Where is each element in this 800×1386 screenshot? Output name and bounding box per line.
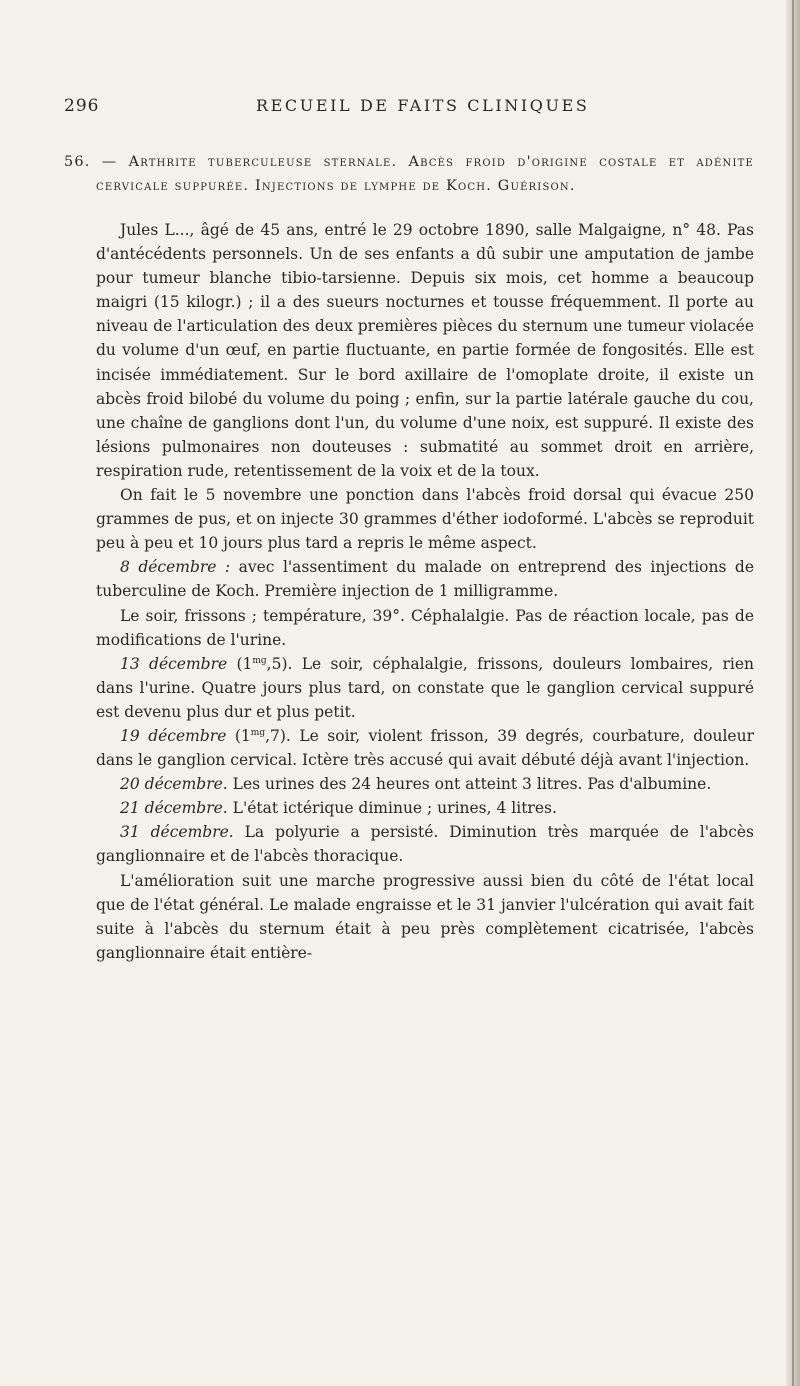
- paragraph-text: La polyurie a persisté. Diminution très marquée de l'abcès ganglionnaire et de l'abcès thoracique.: [96, 823, 754, 866]
- page-body: [64, 150, 755, 965]
- paragraph-13-december: [96, 652, 754, 724]
- page-number: 296: [64, 96, 100, 116]
- dose-text: ,7).: [265, 726, 291, 745]
- paragraph-19-december: [96, 724, 754, 772]
- date-label: 31 décembre.: [120, 823, 234, 842]
- dose-unit: mg: [250, 727, 266, 738]
- date-label: 8 décembre :: [120, 558, 231, 577]
- paragraph-text: L'état ictérique diminue ; urines, 4 litres.: [227, 799, 557, 818]
- case-heading: [64, 150, 754, 198]
- dose-text: (1: [226, 726, 251, 745]
- date-label: 21 décembre.: [120, 799, 228, 818]
- paragraph-21-december: [96, 796, 754, 820]
- binding-shadow: [792, 0, 794, 1386]
- paragraph-20-december: [96, 772, 754, 796]
- dose-unit: mg: [252, 655, 267, 666]
- dose-text: (1: [227, 654, 253, 673]
- paragraph-puncture: On fait le 5 novembre une ponction dans l'abcès froid dorsal qui évacue 250 grammes de pus, et on injecte 30 grammes d'éther iodoformé. L'abcès se reproduit peu à peu et 10 jours plus tard a repris le même aspect.: [96, 486, 754, 553]
- paragraph-31-december: [96, 820, 754, 868]
- paragraph-improvement: L'amélioration suit une marche progressive aussi bien du côté de l'état local que de l'état général. Le malade engraisse et le 31 janvier l'ulcération qui avait fait suite à l'abcès du sternum était à peu près complètement cicatrisée, l'abcès ganglionnaire était entière-: [96, 871, 754, 962]
- paragraph-first-injection: [96, 555, 754, 603]
- paragraph-history: Jules L..., âgé de 45 ans, entré le 29 octobre 1890, salle Malgaigne, n° 48. Pas d'antécédents personnels. Un de ses enfants a dû subir une amputation de jambe pour tumeur blanche tibio-tarsienne. Depuis six mois, cet homme a beaucoup maigri (15 kilogr.) ; il a des sueurs nocturnes et tousse fréquemment. Il porte au niveau de l'articulation des deux premières pièces du sternum une tumeur violacée du volume d'un œuf, en partie fluctuante, en partie formée de fongosités. Elle est incisée immédiatement. Sur le bord axillaire de l'omoplate droite, il existe un abcès froid bilobé du volume du poing ; enfin, sur la partie latérale gauche du cou, une chaîne de ganglions dont l'un, du volume d'une noix, est suppuré. Il existe des lésions pulmonaires non douteuses : submatité au sommet droit en arrière, respiration rude, retentissement de la voix et de la toux.: [96, 221, 754, 480]
- date-label: 20 décembre.: [120, 775, 228, 794]
- paragraph-evening-reaction: Le soir, frissons ; température, 39°. Céphalalgie. Pas de réaction locale, pas de modifications de l'urine.: [96, 606, 754, 649]
- date-label: 19 décembre: [120, 726, 227, 745]
- running-title: RECUEIL DE FAITS CLINIQUES: [256, 96, 590, 115]
- case-number: 56. —: [64, 154, 118, 170]
- case-title: Arthrite tuberculeuse sternale. Abcès froid d'origine costale et adénite cervicale suppurée. Injections de lymphe de Koch. Guérison.: [96, 154, 754, 194]
- paragraph-text: Le soir, violent frisson, 39 degrés, courbature, douleur dans le ganglion cervical. Ictère très accusé qui avait débuté déjà avant l'injection.: [96, 726, 754, 770]
- paragraph-text: avec l'assentiment du malade on entreprend des injections de tuberculine de Koch. Première injection de 1 milligramme.: [96, 558, 755, 601]
- date-label: 13 décembre: [120, 654, 228, 673]
- paragraph-text: Les urines des 24 heures ont atteint 3 litres. Pas d'albumine.: [227, 775, 712, 794]
- dose-text: ,5).: [266, 654, 293, 673]
- page-header: [0, 96, 800, 126]
- paragraph-text: Le soir, céphalalgie, frissons, douleurs lombaires, rien dans l'urine. Quatre jours plus tard, on constate que le ganglion cervical suppuré est devenu plus dur et plus petit.: [96, 654, 754, 721]
